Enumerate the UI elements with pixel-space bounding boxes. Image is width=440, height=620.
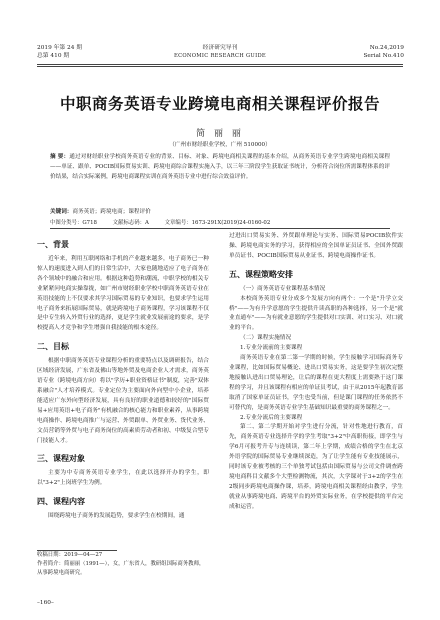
section-heading-strategy: 五、课程策略安排 bbox=[229, 269, 293, 279]
subsection-text-before-split: 商务英语专业在第二第一学期的时候，学生接触学习国际商务专业课程，比如国际贸易概论、进出口贸易实务，这是要学生初次完整地接触认进出口贸易理论，让后的课程在更大程度上需要熟于这门课程的学习，并且该课程有相应的单证员考试，由于从2015年起教育部取消了国家单证员证书，学生也受当前，但是课门课程的任务依然不可替代的，是商务英语专业学生基础知识最重要的商务课程之一。 bbox=[229, 355, 403, 411]
issue-label-en: No.24,2019 bbox=[369, 45, 404, 51]
abstract-text: 通过对财经职业学校商务英语专业的背景、目标、对象、跨境电商相关课程的基本介绍，从商务英语专业学生跨境电商相关课程——单证、跟单、POCIB国际贸易实训、跨境电商综合课程实施入手，以三年三阶段学生获取证书统计，分析符合岗位所需课程体系的评价结果，结合实际案例，跨境电商课程实训在商务英语专业中进行综合效益评价。 bbox=[50, 154, 390, 181]
abstract-label: 摘 要： bbox=[50, 154, 70, 160]
continued-text: 过进出口贸易实务、外贸跟单理论与实务、国际贸易POCIB软件实操、跨境电商实务的学习，获得相应的全国单证员证书、全国外贸跟单员证书、POCIB国际贸易从业证书、跨境电商操作证书。 bbox=[229, 233, 403, 259]
section-heading-audience: 三、课程对象 bbox=[37, 454, 85, 464]
article-number: 文章编号：1673-291X(2019)24-0160-02 bbox=[164, 220, 271, 226]
serial-label: 总第 410 期 bbox=[37, 53, 70, 59]
abstract bbox=[50, 152, 390, 183]
classification-line bbox=[50, 218, 390, 226]
running-header bbox=[0, 44, 440, 64]
subsection-text-basic-info: 本校商务英语专业分成多个发展方向有两个：一个是"升学立交桥"——为有升学意愿的学生提供升读高职的各种选择，另一个是"就业直通车"——为有就业意愿的学生提供对口实训、对口实习、对口就业的平台。 bbox=[229, 295, 403, 332]
keywords-text: 商务英语；跨境电商；课程评价 bbox=[72, 209, 151, 215]
page-number: –160– bbox=[37, 600, 54, 606]
journal-name-en: ECONOMIC RESEARCH GUIDE bbox=[173, 53, 267, 59]
section-heading-content: 四、课程内容 bbox=[37, 497, 85, 507]
section-text-background: 近年来，利用互联网络和手机的产业越来越多，电子商务已一种惊人的速度进入到人们的日常生活中，大家也随地适应了电子商务在各个领域中的融合和应用。根据这种趋势和潮流，中职学校的相关专业紧紧问电商实操靠拢，如广州市财经职业学校中职商务英语专业在英语技能的上不仅要求其学习国际贸易的专业知识，也要求学生运用电子商务来拓展国际贸易，就是跨境电子商务课程，学习该课程不仅是中专生转入外贸行业的选择，更是学生就业发展前途的要求，是学校提高人才竞争和学生增强自我技能的根本途径。 bbox=[37, 256, 209, 332]
subheading-basic-info: （一）商务英语专业课程基本情况 bbox=[240, 285, 326, 292]
header-rule bbox=[37, 64, 403, 65]
subsection-text-after-split: 第二、第二学期开始对学生进行分流，针对性地进行教育，首先，商务英语专业选择升学的学生考取"3+2"中高职衔接，即学生与学6月可报考升专与连续读，第二年上学期，成绩合格的学生在北京外语学院的国际贸易专业继续深造，为了让学生能有专业技能展示，同时该专业被考核的三个单独考试包括由国际贸易与公司文件调查跨境电商科目文献多个大型检测物流，其次，大学课对于3+2的学生在2级同步跨境电商操作课，培养，跨境电商相关课程经由教学，学生就业从事跨境电商、跨境平台的外贸实际业务，在学校提供的平台完成和运营。 bbox=[229, 424, 403, 510]
serial-label-en: Serial No.410 bbox=[363, 53, 404, 59]
document-code: 文献标志码：A bbox=[112, 220, 149, 226]
article-title: 中职商务英语专业跨境电商相关课程评价报告 bbox=[59, 95, 380, 113]
clc-number: 中图分类号：G718 bbox=[50, 220, 97, 226]
author-bio: 作者简介：简丽丽（1991—），女，广东省人，教研组国际商务教师，从事跨境电商研究。 bbox=[37, 561, 205, 576]
subheading-before-split: 1.专业分流前的主要课程 bbox=[240, 345, 303, 352]
received-date: 收稿日期：2019—04—27 bbox=[37, 552, 103, 558]
subheading-implementation: （二）课程实施情况 bbox=[240, 335, 292, 342]
section-heading-background: 一、背景 bbox=[37, 240, 69, 249]
author-affiliation: （广州市财经职业学校，广州 510000） bbox=[169, 142, 271, 148]
issue-label: 2019 年第 24 期 bbox=[37, 45, 83, 51]
right-column bbox=[229, 232, 403, 513]
journal-name: 经济研究导刊 bbox=[202, 45, 238, 51]
abstract-rule bbox=[50, 228, 390, 229]
section-text-audience: 主要为中专商务英语专业学生，在此以选择开办的学生，即以"3+2"上岗班学生为例。 bbox=[37, 470, 209, 487]
keywords bbox=[50, 207, 390, 215]
subheading-after-split: 2.专业分流后的主要课程 bbox=[240, 414, 303, 421]
footnote bbox=[37, 551, 209, 578]
section-heading-goal: 二、目标 bbox=[37, 342, 69, 352]
section-text-goal: 根据中职商务英语专业课程分析的重要特点以及调研报告，结合区域经济发展，广东省及佛山等地外贸及电商企业人才需求，商务英语专业（跨境电商方向）将以"学历+职业资格证书"制度，完善"双体系融合"人才培养模式。专业定位为主要面向外向型中小企业，培养能适应广东外向型经济发展，具有良好的职业道德和较好的"国际贸易+应用英语+电子商务"有机融合的核心能力和职业素养，从事跨境电商操作、跨境电商推广与运营、外贸跟单、外贸业务、货代业务、文员营销等外贸与电子商务岗位的高素质劳动者和初、中级复合型专门技能人才。 bbox=[37, 358, 209, 444]
left-column bbox=[37, 232, 209, 522]
author-name: 简 丽 丽 bbox=[196, 129, 244, 139]
keywords-label: 关键词： bbox=[50, 209, 73, 215]
header-rule-thin bbox=[37, 66, 403, 67]
section-text-content: 围绕跨境电子商务的发展趋势，要求学生在校期间，通 bbox=[48, 513, 185, 520]
header-right bbox=[363, 44, 404, 60]
